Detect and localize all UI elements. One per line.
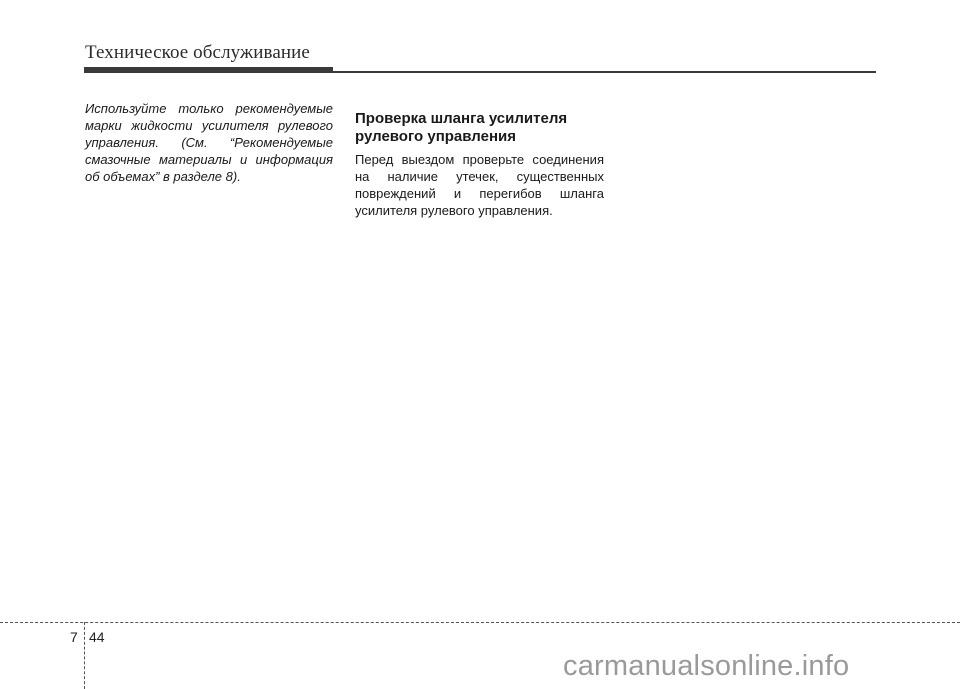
header-rule-thick	[84, 67, 333, 73]
header-rule-thin	[333, 71, 876, 73]
watermark-text: carmanualsonline.info	[563, 650, 850, 682]
section-heading: Проверка шланга усилителя рулевого управления	[355, 110, 568, 145]
fluid-note-text: Используйте только рекомендуемые марки жидкости усилителя рулевого управления. (См. “Рекомендуемые смазочные материалы и информация об объемах” в разделе 8).	[85, 101, 333, 184]
left-column	[85, 100, 333, 185]
section-body-text: Перед выездом проверьте соединения на наличие утечек, существенных повреждений и перегибов шланга усилителя рулевого управления.	[355, 152, 604, 218]
page-number: 44	[89, 629, 105, 645]
page-header-title: Техническое обслуживание	[85, 42, 310, 63]
footer-divider-horizontal	[0, 622, 960, 623]
footer-divider-vertical	[84, 622, 85, 689]
chapter-number: 7	[70, 629, 78, 645]
right-column	[355, 110, 604, 219]
